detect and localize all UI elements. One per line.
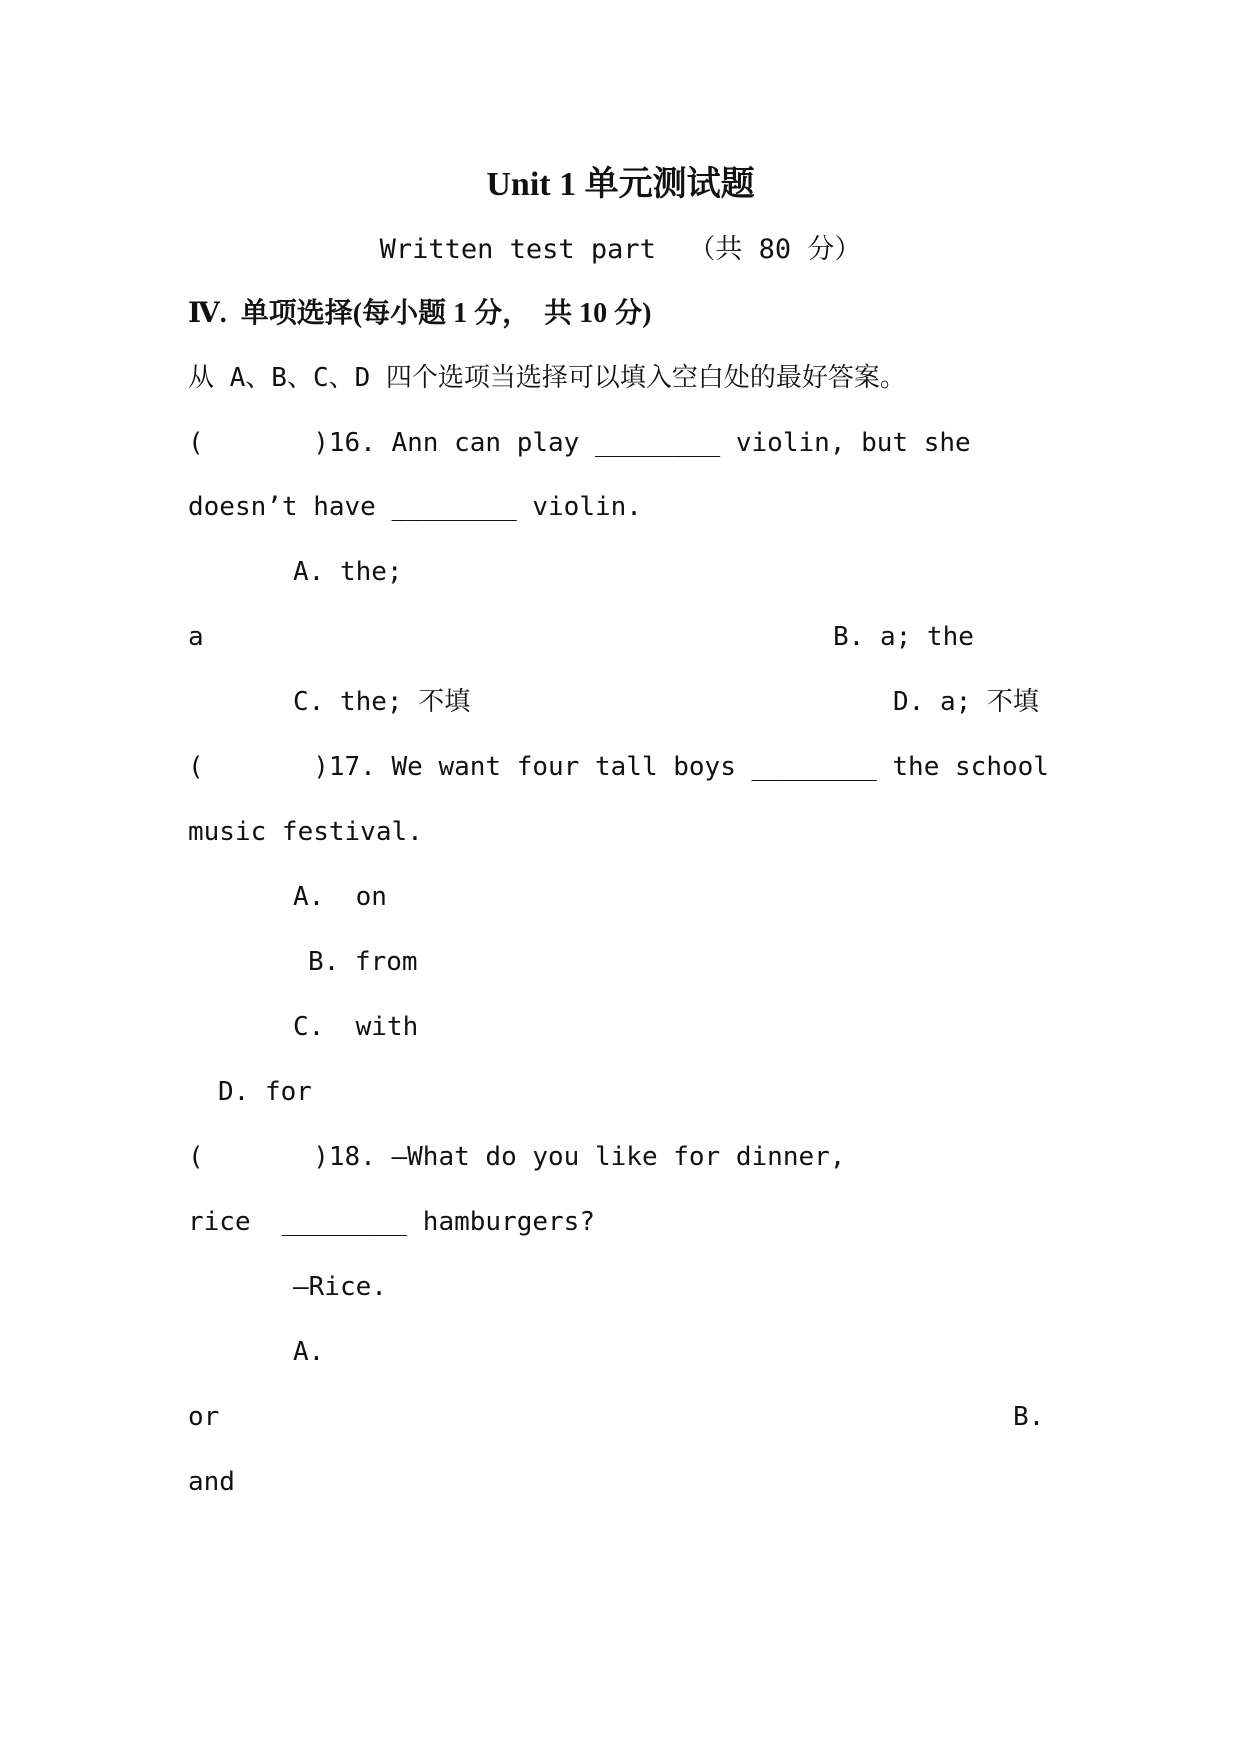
question-16-option-a: A. the;: [293, 557, 403, 587]
question-17-line-1: ( )17. We want four tall boys ________ the school: [188, 752, 1049, 782]
question-16-line-2: doesn’t have ________ violin.: [188, 492, 642, 522]
question-18-answer: —Rice.: [293, 1272, 387, 1302]
question-17-option-b: B. from: [308, 947, 418, 977]
question-16-option-b: B. a; the: [833, 622, 974, 652]
question-18-line-2: rice ________ hamburgers?: [188, 1207, 595, 1237]
document-title: Unit 1 单元测试题: [486, 166, 755, 203]
question-16-option-c: C. the; 不填: [293, 687, 471, 717]
question-17-option-d: D. for: [218, 1077, 312, 1107]
question-18-option-a: A.: [293, 1337, 325, 1367]
question-17-option-a: A. on: [293, 882, 387, 912]
instruction-text: 从 A、B、C、D 四个选项当选择可以填入空白处的最好答案。: [188, 363, 906, 393]
question-18-line-1: ( )18. —What do you like for dinner,: [188, 1142, 846, 1172]
section-heading: Ⅳ. 单项选择(每小题 1 分， 共 10 分): [188, 298, 652, 329]
question-18-option-a-tail: or: [188, 1402, 220, 1432]
question-17-line-2: music festival.: [188, 817, 423, 847]
question-16-line-1: ( )16. Ann can play ________ violin, but she: [188, 428, 971, 458]
question-18-option-b-tail: and: [188, 1467, 235, 1497]
question-16-option-a-tail: a: [188, 622, 204, 652]
document-subtitle: Written test part （共 80 分）: [379, 234, 862, 265]
question-16-option-d: D. a; 不填: [893, 687, 1039, 717]
question-18-option-b: B.: [1013, 1402, 1045, 1432]
question-17-option-c: C. with: [293, 1012, 419, 1042]
